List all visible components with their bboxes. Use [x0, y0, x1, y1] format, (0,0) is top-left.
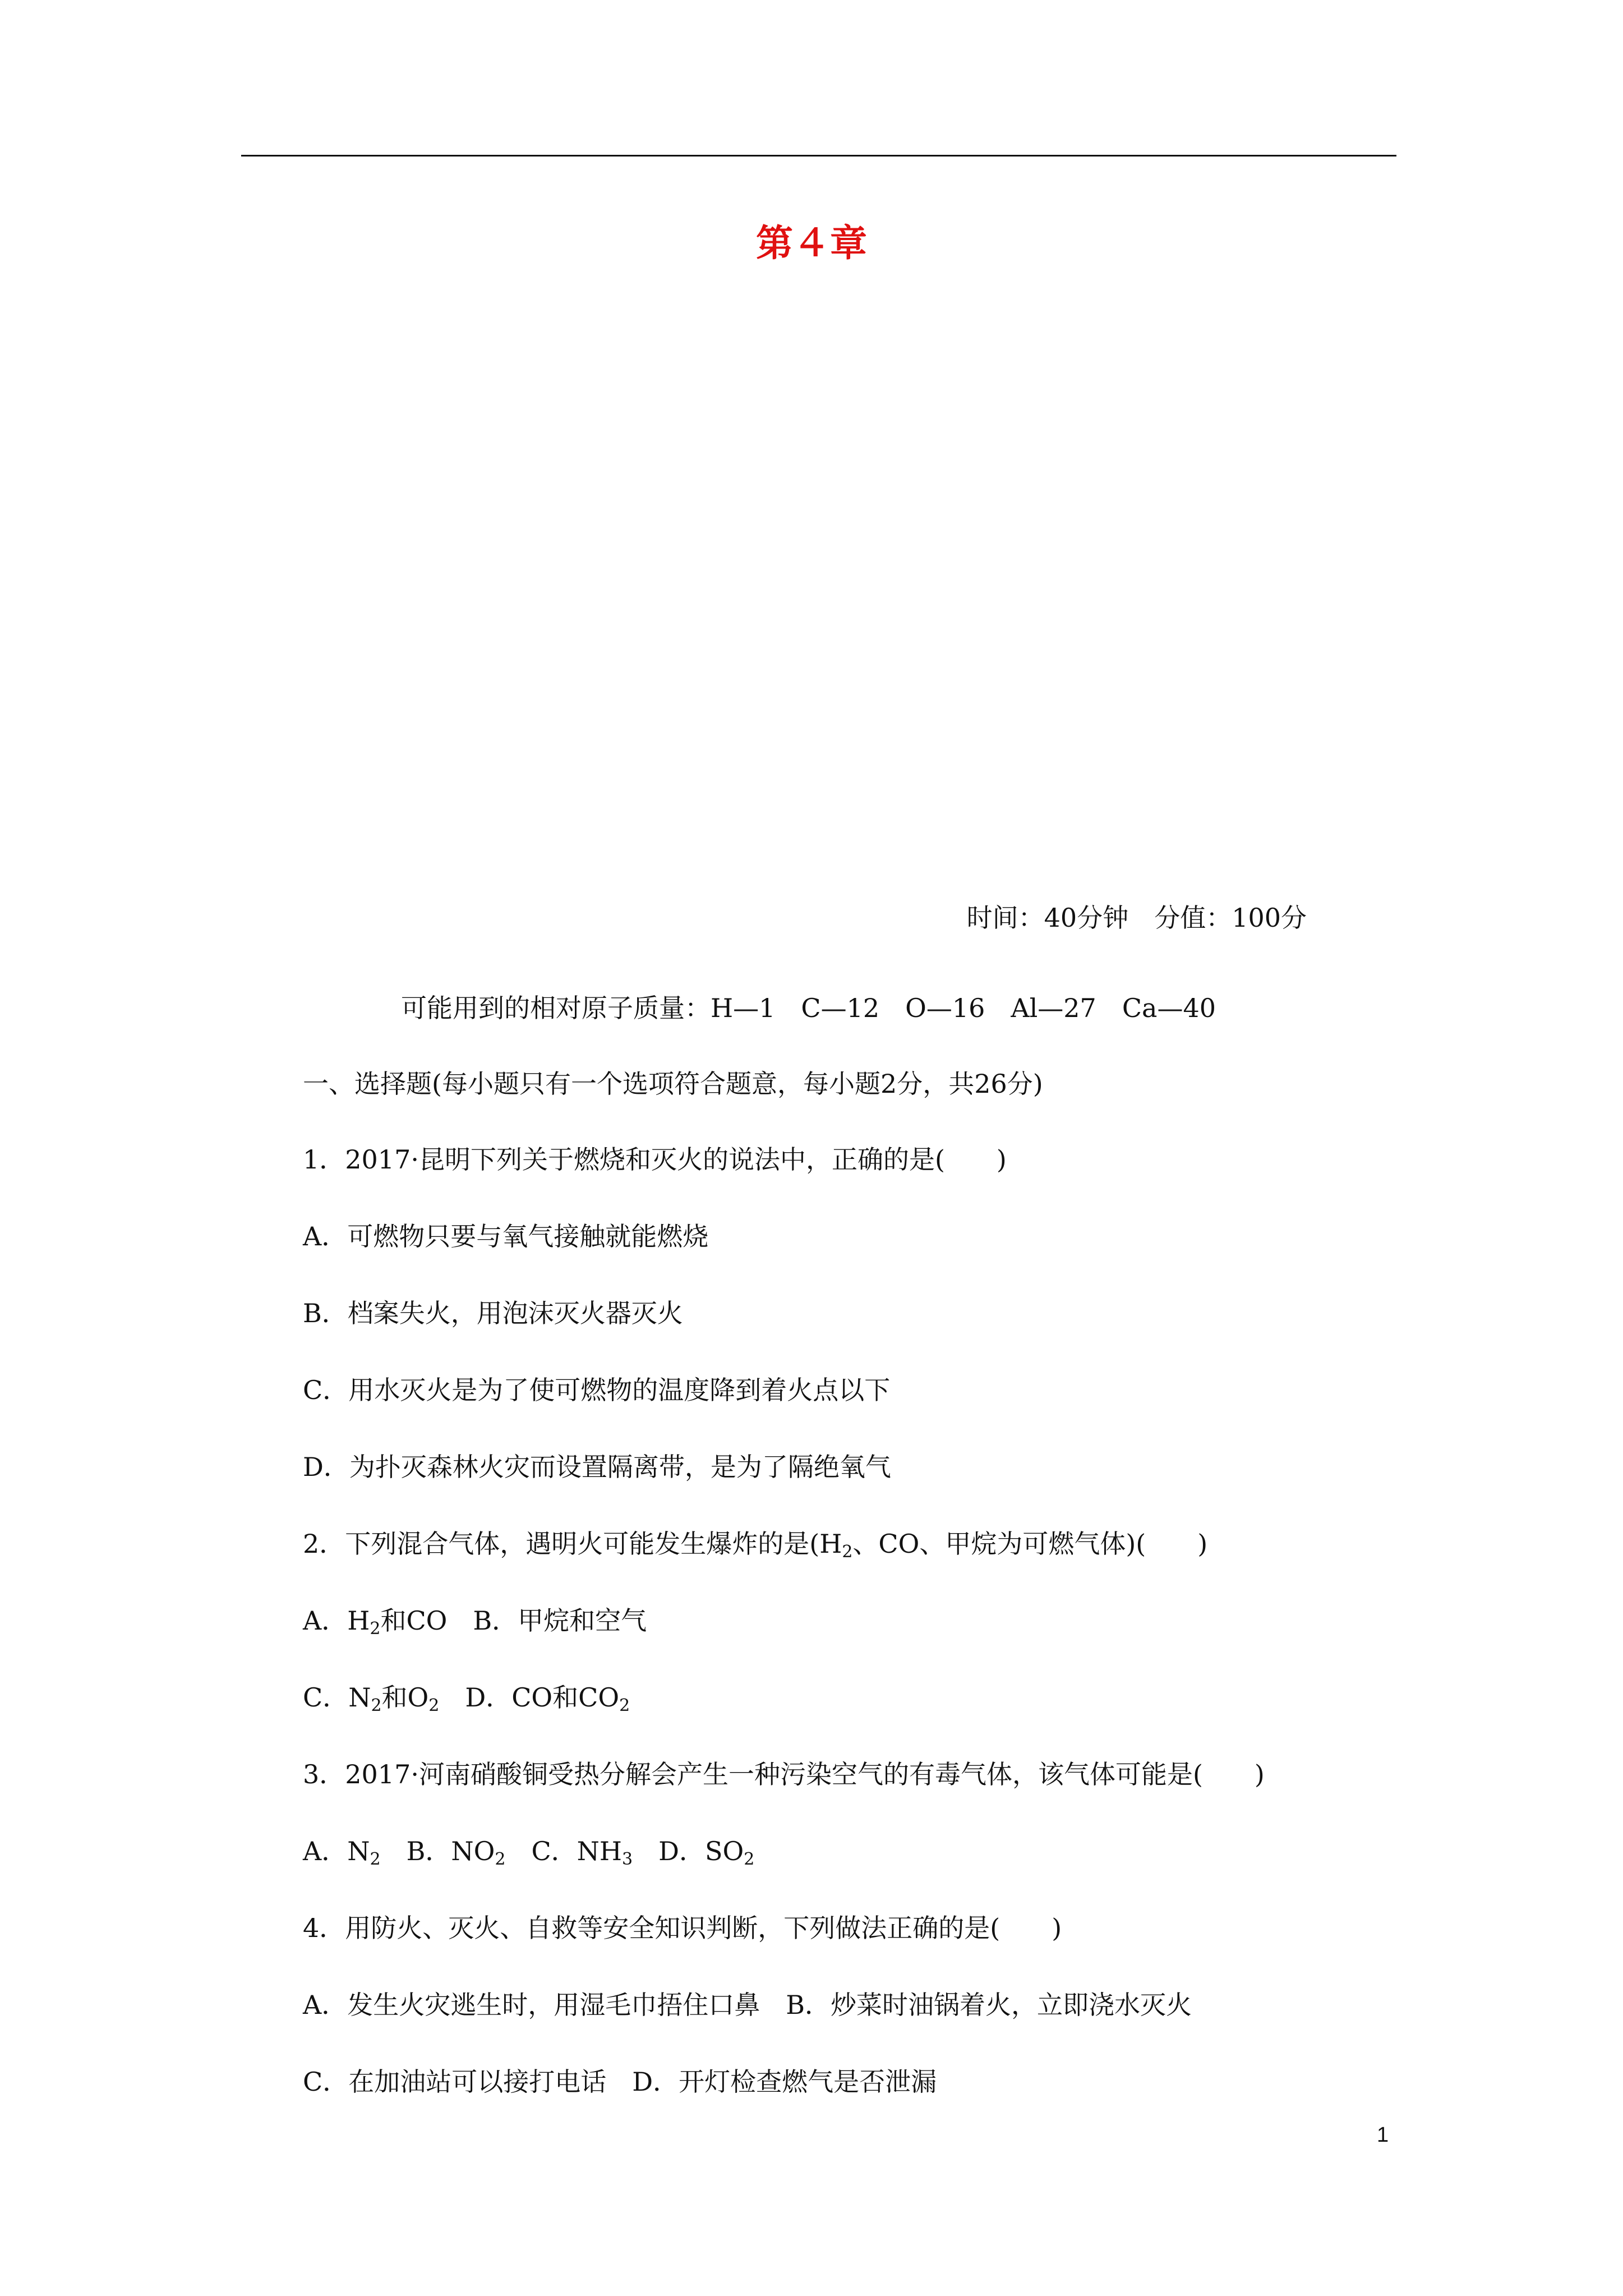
- atomic-masses: 可能用到的相对原子质量：H—1 C—12 O—16 Al—27 Ca—40: [401, 993, 1216, 1023]
- question-4-options-cd: C．在加油站可以接打电话 D．开灯检查燃气是否泄漏: [303, 2067, 937, 2097]
- question-2-options-ab: A．$H_2$和CO B．甲烷和空气: [303, 1605, 647, 1639]
- question-1-option-a: A．可燃物只要与氧气接触就能燃烧: [303, 1221, 709, 1251]
- header-rule: [241, 155, 1396, 157]
- page-number: 1: [1377, 2123, 1389, 2147]
- question-2-options-cd: C．$N_2$和$O_2$ D．CO和$CO_2$: [303, 1682, 630, 1715]
- question-3-stem: 3．2017·河南硝酸铜受热分解会产生一种污染空气的有毒气体，该气体可能是( ): [303, 1759, 1265, 1789]
- exam-info: 时间：40分钟 分值：100分: [966, 903, 1307, 933]
- question-4-options-ab: A．发生火灾逃生时，用湿毛巾捂住口鼻 B．炒菜时油锅着火，立即浇水灭火: [303, 1990, 1192, 2020]
- question-1-option-c: C．用水灭火是为了使可燃物的温度降到着火点以下: [303, 1375, 891, 1405]
- chapter-title: 第４章: [756, 221, 867, 265]
- question-1-option-d: D．为扑灭森林火灾而设置隔离带，是为了隔绝氧气: [303, 1452, 891, 1482]
- question-3-options: A．$N_2$ B．$NO_2$ C．$NH_3$ D．$SO_2$: [303, 1836, 755, 1869]
- question-4-stem: 4．用防火、灭火、自救等安全知识判断，下列做法正确的是( ): [303, 1913, 1062, 1943]
- question-2-stem: 2．下列混合气体，遇明火可能发生爆炸的是($H_2$、CO、甲烷为可燃气体)( ): [303, 1529, 1208, 1562]
- question-1-option-b: B．档案失火，用泡沫灭火器灭火: [303, 1298, 683, 1328]
- section-heading: 一、选择题(每小题只有一个选项符合题意，每小题2分，共26分): [303, 1069, 1043, 1099]
- question-1-stem: 1．2017·昆明下列关于燃烧和灭火的说法中，正确的是( ): [303, 1144, 1007, 1175]
